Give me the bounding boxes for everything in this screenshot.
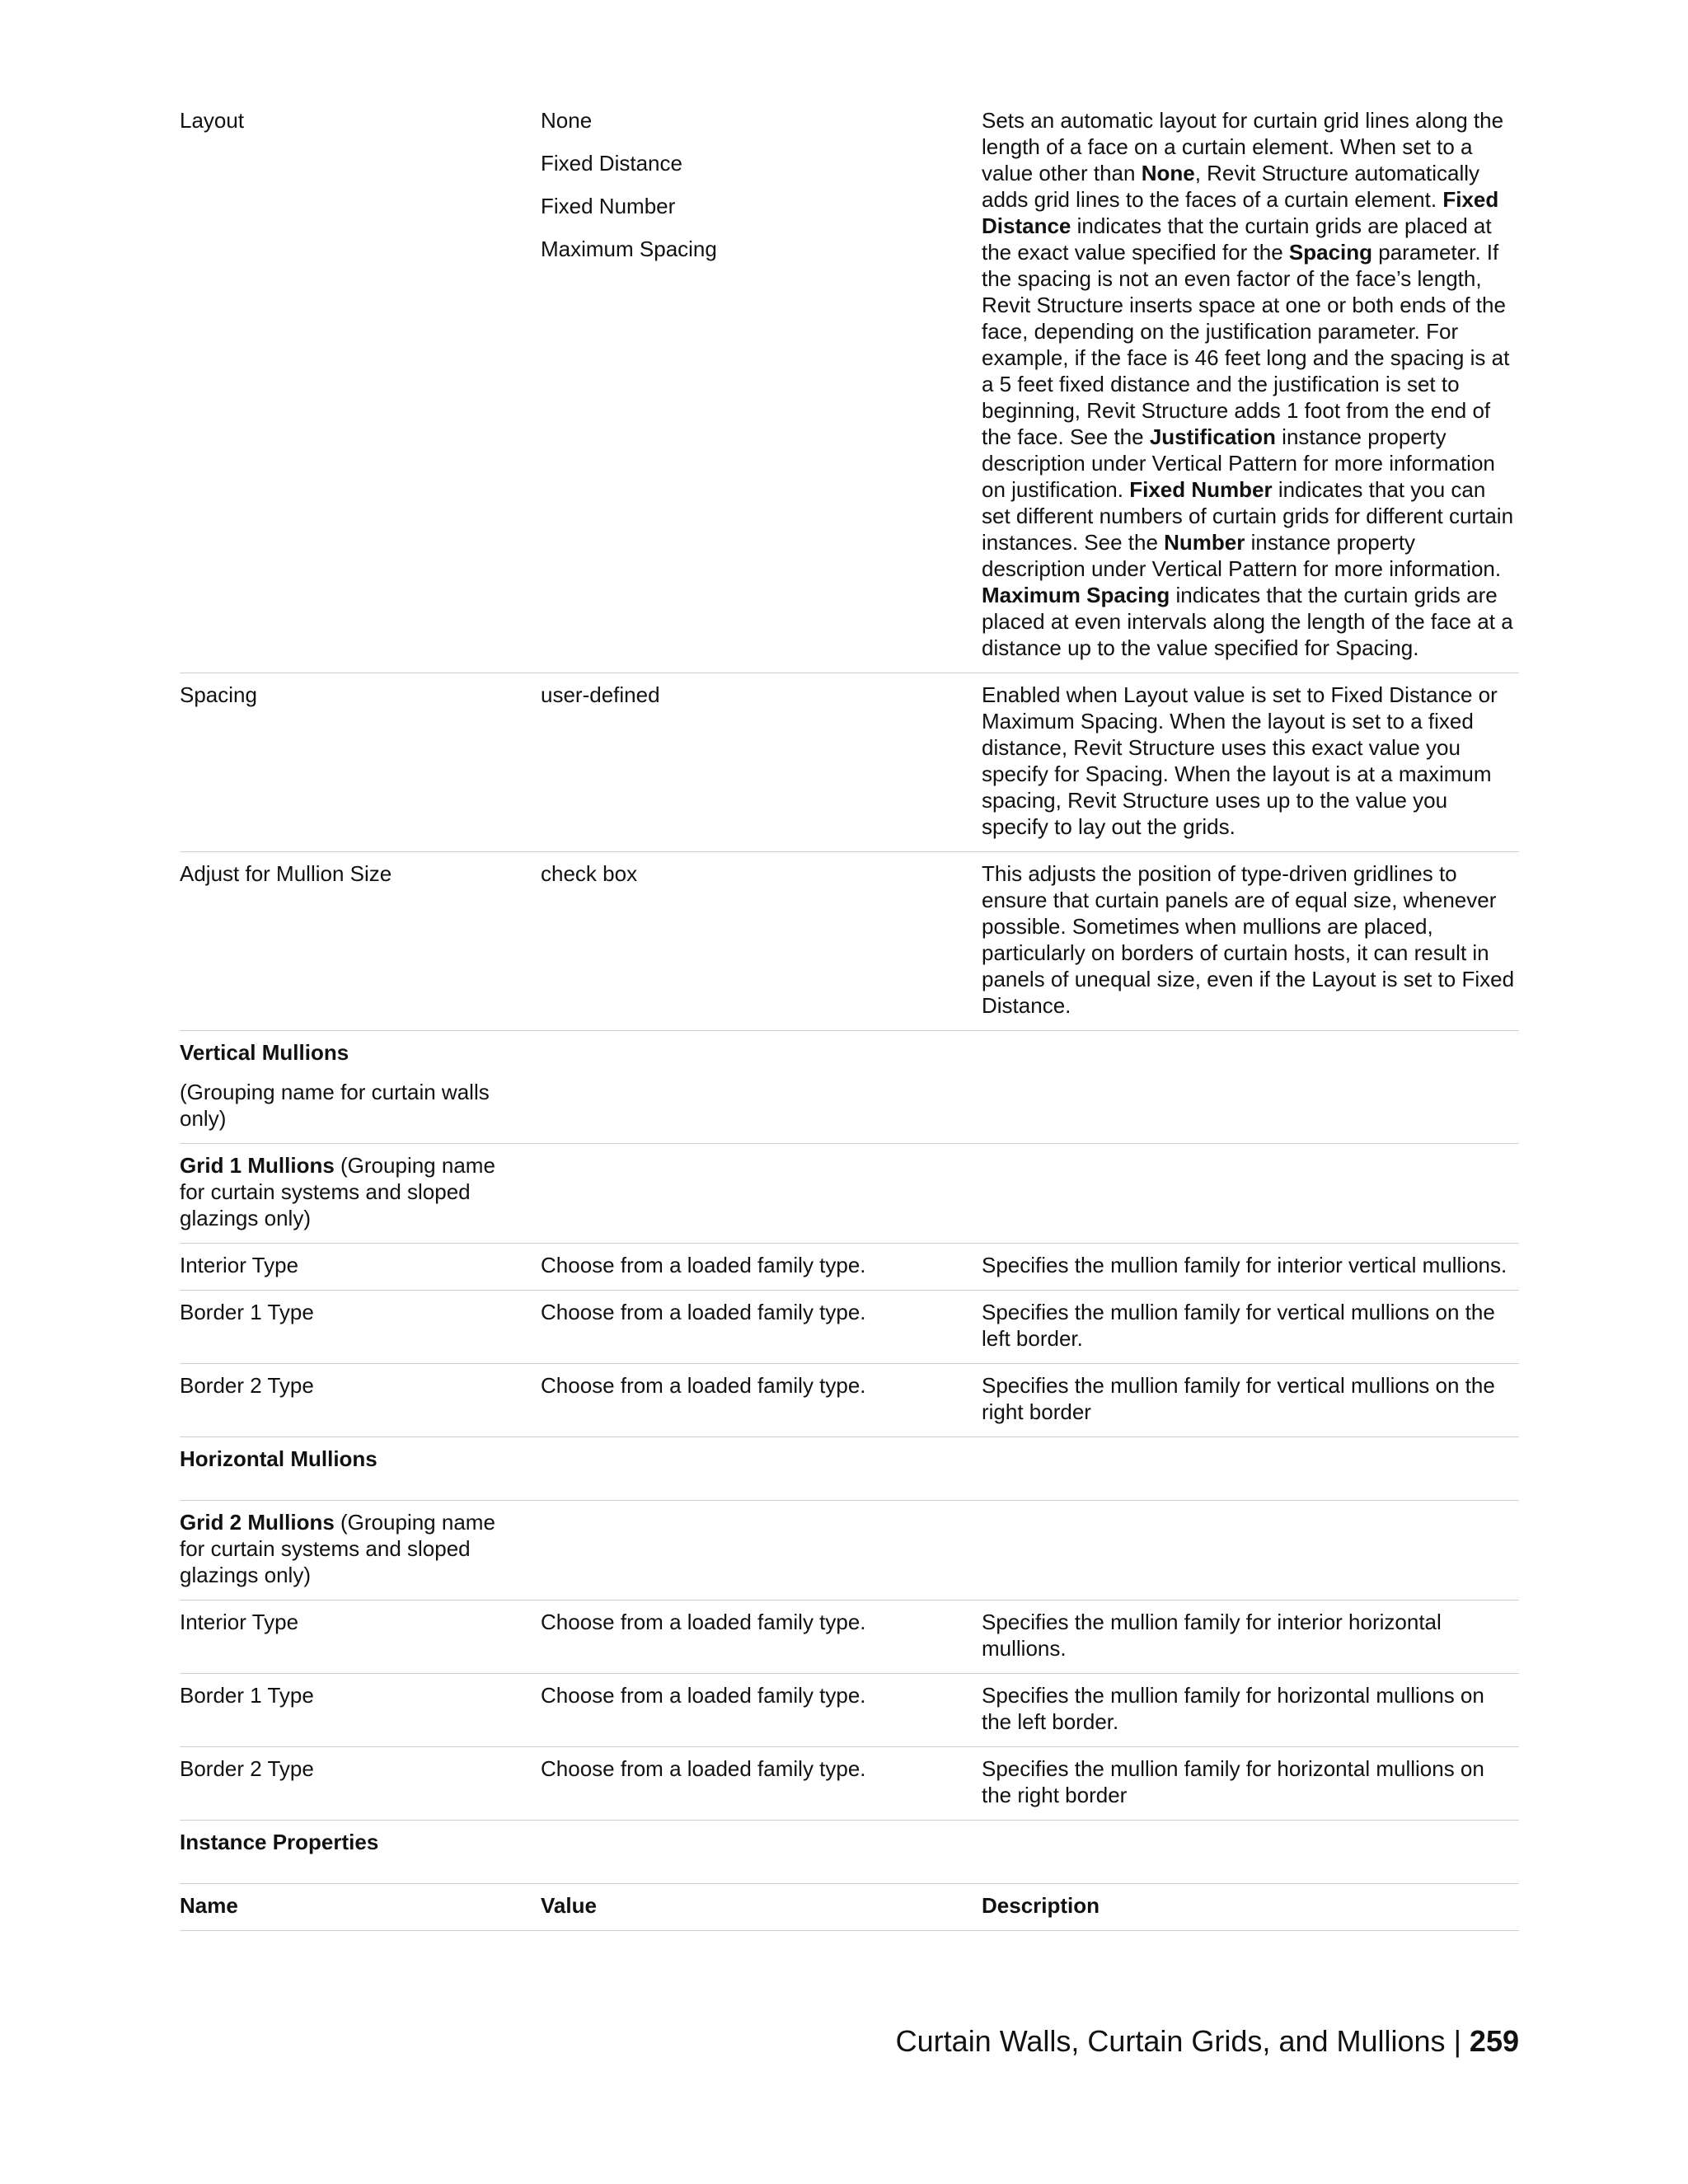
name-cell xyxy=(180,1039,541,1132)
text-run: indicates that the curtain grids are placed at the exact value specified for the xyxy=(982,213,1492,265)
table-row xyxy=(180,1501,1519,1601)
description-cell xyxy=(982,682,1519,840)
description-text xyxy=(982,1299,1519,1352)
value-cell xyxy=(541,1892,982,1919)
parameter-name: Interior Type xyxy=(180,1610,299,1634)
value-cell xyxy=(541,1755,982,1808)
name-cell xyxy=(180,860,541,1019)
text-run: (Grouping name for curtain systems and sloped glazings only) xyxy=(180,1153,495,1230)
parameter-value: check box xyxy=(541,861,638,886)
parameter-value: Choose from a loaded family type. xyxy=(541,1373,866,1398)
text-run: instance property description under Vertical Pattern for more information on justification. xyxy=(982,424,1495,502)
text-run: Specifies the mullion family for vertical mullions on the left border. xyxy=(982,1300,1495,1351)
parameter-name: Border 2 Type xyxy=(180,1373,314,1398)
bold-term: None xyxy=(1141,161,1195,185)
value-cell xyxy=(541,1609,982,1661)
footer-separator: | xyxy=(1453,2024,1461,2058)
name-cell xyxy=(180,682,541,840)
table-row xyxy=(180,99,1519,673)
description-cell xyxy=(982,1372,1519,1425)
value-cell xyxy=(541,860,982,1019)
parameter-name: Adjust for Mullion Size xyxy=(180,861,392,886)
page-number: 259 xyxy=(1469,2024,1519,2058)
value-option: Fixed Number xyxy=(541,194,676,218)
text-run: Sets an automatic layout for curtain grid lines along the length of a face on a curtain element. When set to a value other than xyxy=(982,108,1504,185)
column-header-name: Name xyxy=(180,1893,238,1918)
parameter-name: Interior Type xyxy=(180,1253,299,1277)
description-cell xyxy=(982,1446,1519,1472)
name-cell xyxy=(180,1892,541,1919)
name-cell xyxy=(180,1252,541,1278)
value-option: None xyxy=(541,108,593,133)
name-cell xyxy=(180,1446,541,1472)
text-run: , Revit Structure automatically adds grid lines to the faces of a curtain element. xyxy=(982,161,1480,212)
parameter-name: Border 2 Type xyxy=(180,1756,314,1781)
column-header-value: Value xyxy=(541,1893,597,1918)
text-run: This adjusts the position of type-driven gridlines to ensure that curtain panels are of equal size, whenever possible. Sometimes when mullions are placed, particularly on borders of curtain hosts, it can result in panels of unequal size, even if the Layout is set to Fixed Distance. xyxy=(982,861,1515,1018)
name-cell xyxy=(180,1152,541,1231)
bold-term: Justification xyxy=(1149,424,1276,449)
value-cell xyxy=(541,107,982,661)
description-text xyxy=(982,1755,1519,1808)
description-text xyxy=(982,1372,1519,1425)
value-cell xyxy=(541,1509,982,1588)
table-header-row xyxy=(180,1884,1519,1931)
table-row xyxy=(180,1747,1519,1821)
text-run: Specifies the mullion family for horizontal mullions on the left border. xyxy=(982,1683,1484,1734)
parameter-name: Spacing xyxy=(180,682,257,707)
description-text xyxy=(982,860,1519,1019)
parameter-name: Border 1 Type xyxy=(180,1683,314,1708)
section-heading-row xyxy=(180,1821,1519,1884)
section-heading: Vertical Mullions xyxy=(180,1040,349,1065)
value-cell xyxy=(541,1682,982,1735)
description-cell xyxy=(982,860,1519,1019)
name-cell xyxy=(180,1682,541,1735)
name-cell xyxy=(180,1509,541,1588)
bold-term: Spacing xyxy=(1288,240,1373,265)
footer-title: Curtain Walls, Curtain Grids, and Mullions xyxy=(895,2024,1446,2058)
description-text xyxy=(982,1682,1519,1735)
table-row xyxy=(180,1144,1519,1244)
table-row xyxy=(180,852,1519,1031)
section-heading-row xyxy=(180,1437,1519,1501)
name-cell xyxy=(180,1609,541,1661)
description-cell xyxy=(982,1252,1519,1278)
table-row xyxy=(180,1364,1519,1437)
value-cell xyxy=(541,682,982,840)
table-row xyxy=(180,1674,1519,1747)
description-text xyxy=(982,107,1519,661)
description-cell xyxy=(982,1892,1519,1919)
description-cell xyxy=(982,1755,1519,1808)
value-cell xyxy=(541,1372,982,1425)
section-heading: Instance Properties xyxy=(180,1830,379,1854)
table-row xyxy=(180,1244,1519,1291)
parameter-value: Choose from a loaded family type. xyxy=(541,1683,866,1708)
text-run: parameter. If the spacing is not an even factor of the face’s length, Revit Structure inserts space at one or both ends of the face, depending on the justification parameter. For example, if the face is 46 feet long and the spacing is at a 5 feet fixed distance and the justification is set to beginning, Revit Structure adds 1 foot from the end of the face. See the xyxy=(982,240,1510,449)
description-text xyxy=(982,682,1519,840)
table-row xyxy=(180,1601,1519,1674)
bold-term: Grid 1 Mullions xyxy=(180,1153,335,1178)
section-heading: Horizontal Mullions xyxy=(180,1446,377,1471)
table-row xyxy=(180,1291,1519,1364)
parameter-name: Layout xyxy=(180,108,245,133)
parameter-value: Choose from a loaded family type. xyxy=(541,1300,866,1324)
text-run: Specifies the mullion family for interior horizontal mullions. xyxy=(982,1610,1442,1661)
value-cell xyxy=(541,1299,982,1352)
description-text xyxy=(982,1609,1519,1661)
bold-term: Fixed Number xyxy=(1129,477,1273,502)
description-text xyxy=(982,1252,1519,1278)
text-run: instance property description under Vertical Pattern for more information. xyxy=(982,530,1502,581)
value-option: Fixed Distance xyxy=(541,151,682,176)
section-heading-row xyxy=(180,1031,1519,1144)
description-cell xyxy=(982,1609,1519,1661)
text-run: indicates that you can set different numbers of curtain grids for different curtain instances. See the xyxy=(982,477,1514,555)
column-header-description: Description xyxy=(982,1893,1100,1918)
name-cell xyxy=(180,1829,541,1855)
description-cell xyxy=(982,1039,1519,1132)
description-cell xyxy=(982,1829,1519,1855)
parameter-value: Choose from a loaded family type. xyxy=(541,1756,866,1781)
page-footer xyxy=(896,2023,1519,2060)
parameter-value: Choose from a loaded family type. xyxy=(541,1253,866,1277)
parameter-value: user-defined xyxy=(541,682,660,707)
name-cell xyxy=(180,107,541,661)
bold-term: Maximum Spacing xyxy=(982,583,1170,607)
text-run: Specifies the mullion family for interior vertical mullions. xyxy=(982,1253,1507,1277)
text-run: indicates that the curtain grids are placed at even intervals along the length of the face at a distance up to the value specified for Spacing. xyxy=(982,583,1513,660)
value-cell xyxy=(541,1446,982,1472)
text-run: Enabled when Layout value is set to Fixed Distance or Maximum Spacing. When the layout is set to a fixed distance, Revit Structure uses this exact value you specify for Spacing. When the layout is at a maximum spacing, Revit Structure uses up to the value you specify to lay out the grids. xyxy=(982,682,1498,839)
bold-term: Grid 2 Mullions xyxy=(180,1510,335,1535)
bold-term: Fixed Distance xyxy=(982,187,1499,238)
parameter-name: Border 1 Type xyxy=(180,1300,314,1324)
value-cell xyxy=(541,1039,982,1132)
text-run: Specifies the mullion family for vertical mullions on the right border xyxy=(982,1373,1495,1424)
description-cell xyxy=(982,1682,1519,1735)
bold-term: Number xyxy=(1164,530,1245,555)
section-note: (Grouping name for curtain walls only) xyxy=(180,1080,490,1131)
value-cell xyxy=(541,1152,982,1231)
value-cell xyxy=(541,1829,982,1855)
value-option: Maximum Spacing xyxy=(541,237,717,261)
table-row xyxy=(180,673,1519,852)
text-run: (Grouping name for curtain systems and sloped glazings only) xyxy=(180,1510,495,1587)
name-cell xyxy=(180,1299,541,1352)
text-run: Specifies the mullion family for horizontal mullions on the right border xyxy=(982,1756,1484,1807)
description-cell xyxy=(982,107,1519,661)
name-cell xyxy=(180,1372,541,1425)
description-cell xyxy=(982,1152,1519,1231)
description-cell xyxy=(982,1299,1519,1352)
properties-table xyxy=(180,99,1519,1931)
description-cell xyxy=(982,1509,1519,1588)
value-cell xyxy=(541,1252,982,1278)
name-cell xyxy=(180,1755,541,1808)
parameter-value: Choose from a loaded family type. xyxy=(541,1610,866,1634)
